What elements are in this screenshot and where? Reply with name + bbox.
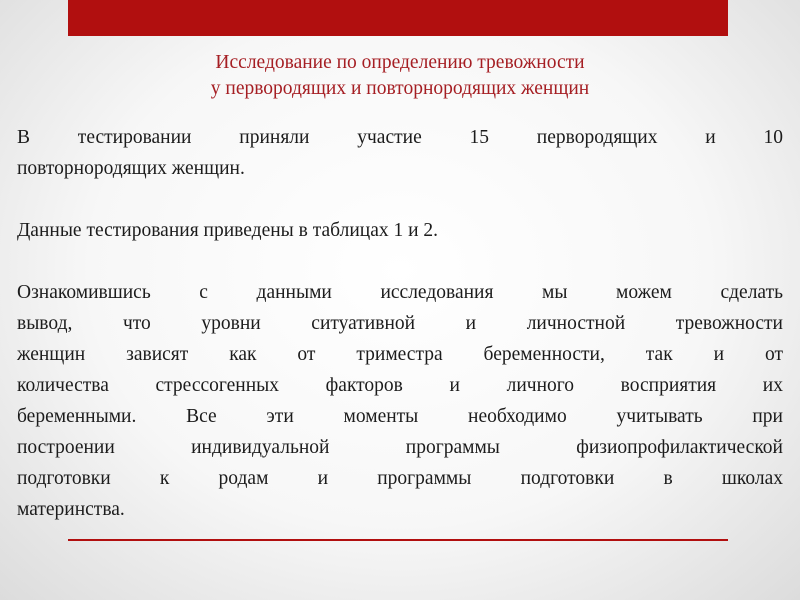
paragraph-conclusion <box>17 277 783 525</box>
title-line-1: Исследование по определению тревожности <box>215 52 585 73</box>
slide-body <box>17 122 783 525</box>
text-line: женщин зависят как от триместра беременности, так и от <box>17 344 783 365</box>
text-line: повторнородящих женщин. <box>17 158 245 179</box>
text-line: построении индивидуальной программы физиопрофилактической <box>17 437 783 458</box>
text-line: вывод, что уровни ситуативной и личностной тревожности <box>17 313 783 334</box>
bottom-accent-rule <box>68 539 728 541</box>
paragraph-tables-reference <box>17 215 783 246</box>
text-line: В тестировании приняли участие 15 первородящих и 10 <box>17 127 783 148</box>
paragraph-participants <box>17 122 783 184</box>
text-line: количества стрессогенных факторов и личного восприятия их <box>17 375 783 396</box>
slide-title <box>0 50 800 102</box>
text-line: Данные тестирования приведены в таблицах 1 и 2. <box>17 220 439 241</box>
top-accent-bar <box>68 0 728 36</box>
text-line: Ознакомившись с данными исследования мы можем сделать <box>17 282 783 303</box>
title-line-2: у первородящих и повторнородящих женщин <box>210 78 590 99</box>
text-line: беременными. Все эти моменты необходимо учитывать при <box>17 406 783 427</box>
text-line: материнства. <box>17 499 125 520</box>
text-line: подготовки к родам и программы подготовки в школах <box>17 468 783 489</box>
